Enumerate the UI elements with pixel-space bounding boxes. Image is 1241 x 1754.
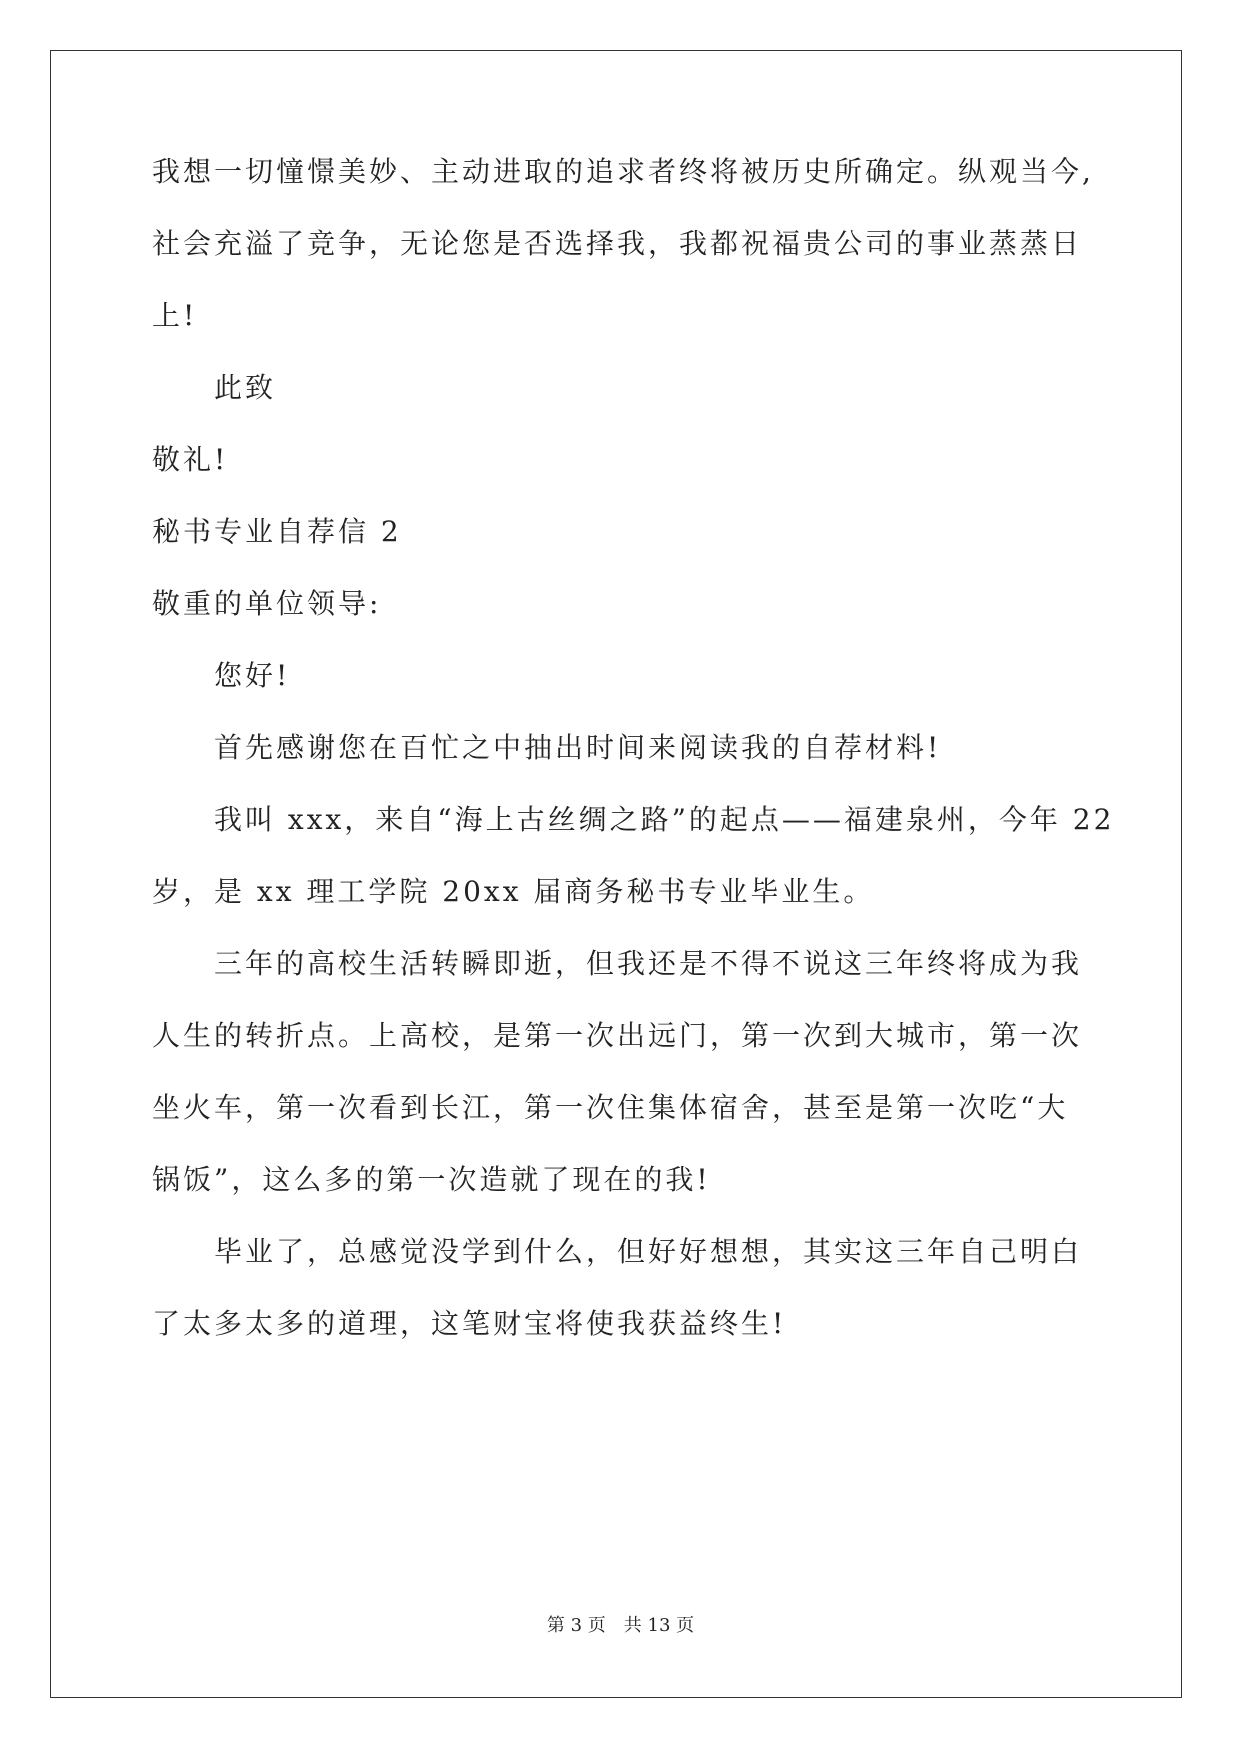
section-title: 秘书专业自荐信 2 <box>152 515 402 548</box>
text-line-15: 锅饭”，这么多的第一次造就了现在的我! <box>152 1163 711 1196</box>
text-line-17: 了太多太多的道理，这笔财宝将使我获益终生! <box>152 1307 787 1340</box>
text-line-14: 坐火车，第一次看到长江，第一次住集体宿舍，甚至是第一次吃“大 <box>152 1091 1069 1124</box>
letter-salutation: 敬重的单位领导: <box>152 587 382 620</box>
salutation-closing: 此致 <box>214 371 277 404</box>
text-line-16: 毕业了，总感觉没学到什么，但好好想想，其实这三年自己明白 <box>214 1235 1083 1268</box>
text-line-1: 我想一切憧憬美妙、主动进取的追求者终将被历史所确定。纵观当今, <box>152 155 1094 188</box>
text-line-13: 人生的转折点。上高校，是第一次出远门，第一次到大城市，第一次 <box>152 1019 1083 1052</box>
text-line-2: 社会充溢了竞争，无论您是否选择我，我都祝福贵公司的事业蒸蒸日 <box>152 227 1083 260</box>
text-line-11: 岁，是 xx 理工学院 20xx 届商务秘书专业毕业生。 <box>152 875 875 908</box>
text-line-3: 上! <box>152 299 198 332</box>
closing-regards: 敬礼! <box>152 443 229 476</box>
greeting: 您好! <box>214 659 291 692</box>
text-line-9: 首先感谢您在百忙之中抽出时间来阅读我的自荐材料! <box>214 731 942 764</box>
text-line-12: 三年的高校生活转瞬即逝，但我还是不得不说这三年终将成为我 <box>214 947 1083 980</box>
page-number: 第 3 页 共 13 页 <box>546 1615 695 1636</box>
text-line-10: 我叫 xxx，来自“海上古丝绸之路”的起点——福建泉州，今年 22 <box>214 803 1115 836</box>
